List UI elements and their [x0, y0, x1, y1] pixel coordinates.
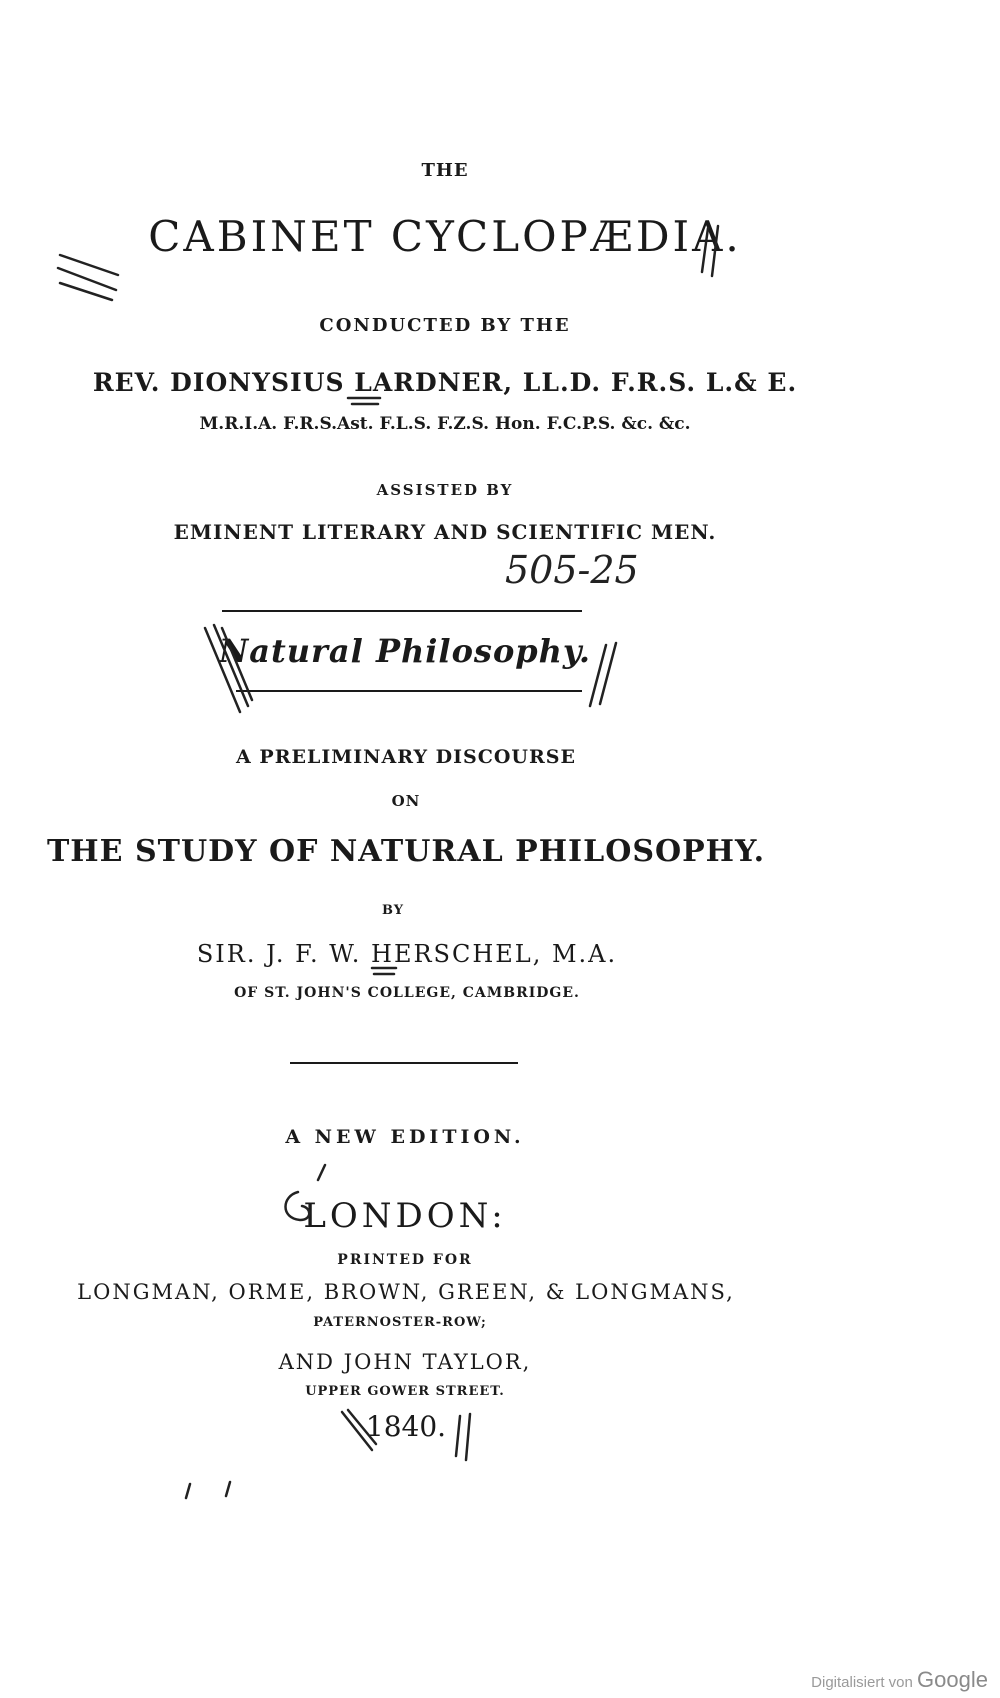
watermark-prefix: Digitalisiert von [811, 1674, 913, 1691]
city: LONDON: [303, 1196, 507, 1236]
top-rule [222, 610, 582, 612]
conducted-by: CONDUCTED BY THE [319, 315, 571, 336]
work-title: THE STUDY OF NATURAL PHILOSOPHY. [46, 834, 766, 869]
subtitle-on: ON [391, 792, 421, 810]
shelf-mark: 505-25 [505, 548, 639, 592]
section-title: Natural Philosophy. [219, 632, 591, 670]
publisher2: AND JOHN TAYLOR, [278, 1350, 532, 1374]
author-affiliation: OF ST. JOHN'S COLLEGE, CAMBRIDGE. [234, 985, 580, 1001]
assisted-by: ASSISTED BY [376, 481, 514, 499]
by-word: BY [381, 903, 405, 918]
editor-name: REV. DIONYSIUS LARDNER, LL.D. F.R.S. L.& E. [92, 368, 798, 397]
section-rule [236, 690, 582, 692]
publisher1: LONGMAN, ORME, BROWN, GREEN, & LONGMANS, [77, 1280, 735, 1304]
year: 1840. [365, 1410, 447, 1443]
printed-for: PRINTED FOR [337, 1252, 473, 1268]
publisher1-address: PATERNOSTER-ROW; [313, 1315, 487, 1330]
subtitle-line1: A PRELIMINARY DISCOURSE [236, 746, 576, 768]
digitized-watermark [811, 1667, 988, 1693]
author-name: SIR. J. F. W. HERSCHEL, M.A. [196, 940, 618, 968]
middle-rule [290, 1062, 518, 1064]
series-title: CABINET CYCLOPÆDIA. [148, 212, 742, 261]
edition: A NEW EDITION. [285, 1126, 525, 1148]
publisher2-address: UPPER GOWER STREET. [305, 1384, 505, 1399]
the-word: THE [421, 160, 469, 181]
assistants: EMINENT LITERARY AND SCIENTIFIC MEN. [173, 520, 717, 544]
google-logo: Google [917, 1667, 988, 1692]
editor-credentials: M.R.I.A. F.R.S.Ast. F.L.S. F.Z.S. Hon. F.C.P.S. &c. &c. [199, 414, 691, 434]
